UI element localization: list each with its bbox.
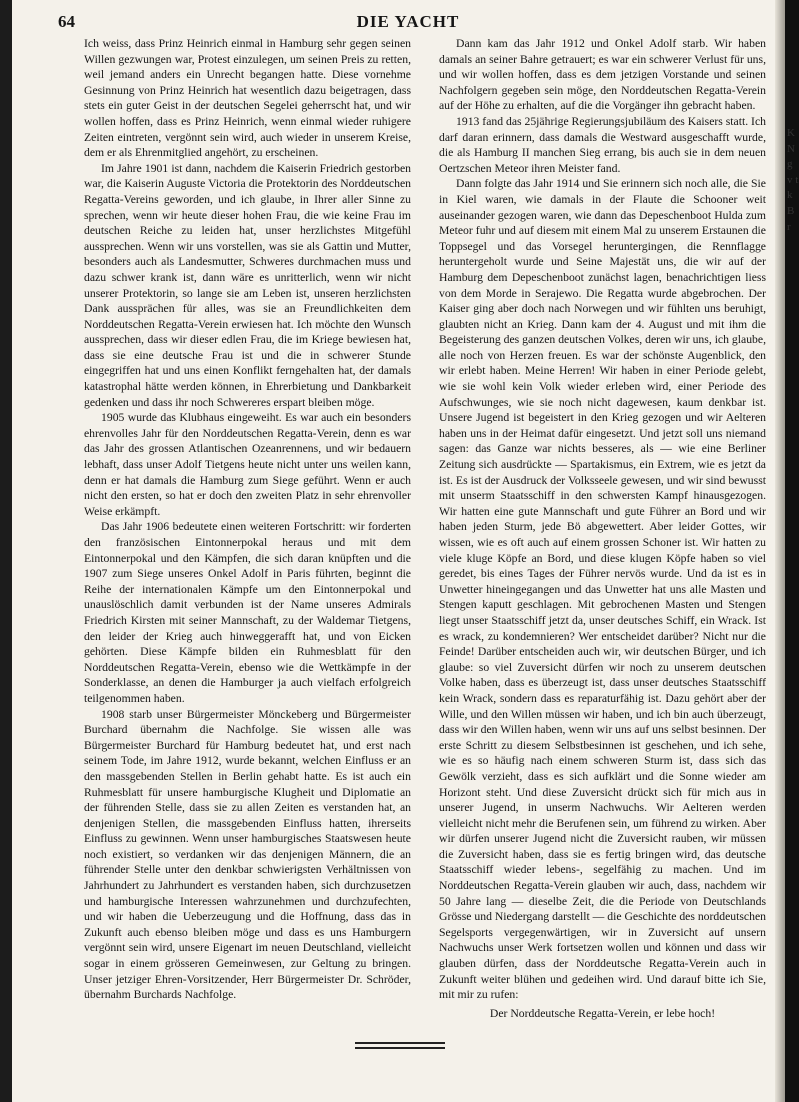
page-fold-shadow bbox=[775, 0, 785, 1102]
paragraph: Im Jahre 1901 ist dann, nachdem die Kaiserin Friedrich gestorben war, die Kaiserin Auguste Victoria die Protektorin des Norddeutschen Regatta-Vereins geworden, und ich glaube, in Ihrer aller Sinne zu sprechen, wenn wir heute dieser hohen Frau, die wie keine Frau im deutschen Reiche zu leiden hat, unser herzlichstes Mitgefühl aussprechen. Wenn wir uns vorstellen, was sie als Gattin und Mutter, besonders auch als Landesmutter, Schweres durchmachen muss und dazu schwer krank ist, dann wäre es unritterlich, wenn wir nicht unserer Protektorin, so lange sie am Leben ist, unseren herzlichsten Dank aussprächen für alles, was sie an Freundlichkeiten dem Norddeutschen Regatta-Verein erwiesen hat. Ich möchte den Wunsch aussprechen, dass wir dieser edlen Frau, die im Kriege bewiesen hat, dass sie eine deutsche Frau ist und die in schwerer Stunde eingegriffen hat und uns einen Konflikt ferngehalten hat, der damals katastrophal hätte werden können, in Ehrerbietung und Dankbarkeit gedenken und dass ihr noch Schwereres erspart bleiben möge. bbox=[84, 161, 411, 409]
page-header bbox=[58, 10, 758, 36]
end-rule bbox=[355, 1042, 445, 1052]
running-title: DIE YACHT bbox=[356, 12, 460, 31]
paragraph: Dann folgte das Jahr 1914 und Sie erinnern sich noch alle, die Sie in Kiel waren, wie damals in der Flaute die Schooner weit auseinander gezogen waren, wie dann das Depeschenboot Hulda zum Meteor fuhr und auf diesem mit einem Mal zu unserem Erstaunen die Toppsegel und das Vorsegel heruntergingen, die Rennflagge heruntergeholt wurde und Seine Majestät uns, die wir auf der Hamburg dem Depeschenboot zunächst lagen, benachrichtigen liess von dem Morde in Serajewo. Die Regatta wurde abgebrochen. Der Kaiser ging aber doch nach Norwegen und wir fühlten uns beruhigt, glaubten nicht an Krieg. Dann kam der 4. August und mit ihm die Begeisterung des ganzen deutschen Volkes, deren wir uns, ich glaube, alle noch von Herzen freuen. Es war der schönste Augenblick, den wir erlebt haben. Meine Herren! Wir haben in einer Periode gelebt, wie sie wohl kein Volk wieder erleben wird, einer Periode des Aufschwunges, wie sie noch nicht dagewesen, kaum denkbar ist. Unsere Jugend ist begeistert in den Krieg gezogen und wir Aelteren haben uns in der Heimat dafür eingesetzt. Und jetzt soll uns niemand sagen: das Ganze war nichts besseres, als — wie eine Berliner Zeitung sich ausdrückte — Spartakismus, ein Extrem, wie es jetzt da ist. Es ist der Ausdruck der Volksseele gewesen, und wir sind bewusst mit unserm Staatsschiff in den schwersten Kampf hinausgezogen. Wir hatten eine gute Mannschaft und gute Führer an Bord und wir haben jeden Sturm, jede Bö abgewettert. Aber leider Gottes, wir wissen, wie es oft auch auf einem grossen Schoner ist. Wir hatten zu viele kluge Köpfe an Bord, und diese klugen Köpfe haben so viel geredet, bis eines Tages der Führer nervös wurde. Und da ist es in Unwetter hineingegangen und das Unwetter hat uns alle Masten und Stengen kaputt geschlagen. Mit gebrochenen Masten und Stengen liegt unser Staatsschiff jetzt da, unser deutsches Schiff, ein Wrack. Ist es wrack, zu kondemnieren? Wer entscheidet darüber? Nicht nur die Feinde! Darüber entscheiden auch wir, wir deutschen Bürger, und ich glaube: so viel Zuversicht dürfen wir noch zu unserem deutschen Volke haben, dass es überzeugt ist, dass unser deutsches Staatsschiff kein Wrack, sondern dass es reparaturfähig ist. Dazu gehört aber der Wille, und den Willen müssen wir haben, und ich bin auch überzeugt, dass wir den Willen haben, wenn wir uns auf uns selbst besinnen. Der erste Schritt zu diesem Selbstbesinnen ist geschehen, und ich sehe, wie es so häufig nach einem schweren Sturm ist, dass sich das Gewölk verzieht, dass es sich aufklärt und die Sonne wieder am Horizont steht. Und diese Zuversicht drückt sich für mich aus in unserer Jugend, in unserm Nachwuchs. Wir Aelteren werden vielleicht nicht mehr die Berufenen sein, um führend zu wirken. Aber wir dürfen unserer Jugend nicht die Zuversicht rauben, wir müssen die Zuversicht haben, dass sie es fertig bringen wird, das deutsche Staatsschiff wieder lebens-, segelfähig zu machen. Und im Norddeutschen Regatta-Verein glauben wir auch, dass, nachdem wir 50 Jahre lang — dieselbe Zeit, die die Periode von Deutschlands Grösse und Niedergang darstellt — die Geschichte des norddeutschen Segelsports vergegenwärtigen, wir in Zuversicht auf unsern Nachwuchs unser Werk fortsetzen wollen und können und dass wir glauben dürfen, dass der Norddeutsche Regatta-Verein auch in Zukunft weiter blühen und gedeihen wird. Und darauf bitte ich Sie, mit mir zu rufen: bbox=[439, 177, 766, 1002]
paragraph: 1913 fand das 25jährige Regierungsjubiläum des Kaisers statt. Ich darf daran erinnern, dass damals die Westward ausgeschafft wurde, die als Hamburg II manchen Sieg errang, bis auch sie in dem neuen Oertzschen Meteor ihren Meister fand. bbox=[439, 114, 766, 175]
scan-edge-left bbox=[0, 0, 12, 1102]
text-column-right bbox=[439, 36, 766, 1021]
next-page-text-fragment: K N g v t k B r bbox=[787, 127, 799, 233]
paragraph: Das Jahr 1906 bedeutete einen weiteren Fortschritt: wir forderten den französischen Eintonnerpokal heraus und mit dem Eintonnerpokal und den Kämpfen, die sich daran knüpften und die 1907 zum Siege unseres Onkel Adolf in Paris führten, beginnt die Reihe der internationalen Kämpfe um den Eintonnerpokal und unauslöschlich damit verbunden ist der Name unseres Admirals Friedrich Kirsten mit seiner Mannschaft, zu der Waldemar Tietgens, den leider der Krieg auch hinweggerafft hat, und von Eicken gehörten. Diese Kämpfe bilden ein Ruhmesblatt für den Norddeutschen Regatta-Verein, ebenso wie die Wettkämpfe in der Sonderklasse, an denen die Hamburger ja auch vielfach erfolgreich teilgenommen haben. bbox=[84, 520, 411, 705]
paragraph: 1908 starb unser Bürgermeister Mönckeberg und Bürgermeister Burchard übernahm die Nachfolge. Sie wissen alle was Bürgermeister Burchard für Hamburg bedeutet hat, und erst nach seinem Tode, im Jahre 1912, wurde bekannt, welchen Einfluss er an den massgebenden Stellen in Berlin gehabt hatte. Es ist auch ein Ruhmesblatt für unsere hamburgische Klugheit und Diplomatie an der führenden Stelle, dass sie zu allen Zeiten es verstanden hat, an denjenigen Stellen, die massgebenden Einfluss hatten, ihrerseits Einfluss zu gewinnen. Wenn unser hamburgisches Staatswesen heute noch existiert, so verdanken wir das denjenigen Männern, die an führender Stelle unter den denkbar schwierigsten Verhältnissen von Jahrhundert zu Jahrhundert es verstanden haben, sich durchzusetzen und hamburgische Interessen wahrzunehmen und durchzufechten, und wir haben die Ueberzeugung und die Hoffnung, dass das in Zukunft auch ebenso bleiben möge und dass es uns Hamburgern vergönnt sein wird, unsere Eigenart im neuen Deutschland, vielleicht sogar in einem grösseren Gemeinwesen, zur Geltung zu bringen. Unser jetziger Ehren-Vorsitzender, Herr Bürgermeister Dr. Schröder, übernahm Burchards Nachfolge. bbox=[84, 707, 411, 1002]
text-column-left bbox=[84, 36, 411, 1003]
closing-line: Der Norddeutsche Regatta-Verein, er lebe hoch! bbox=[489, 1006, 716, 1020]
end-rule-line bbox=[355, 1047, 445, 1049]
end-rule-line bbox=[355, 1042, 445, 1044]
page-number: 64 bbox=[58, 12, 75, 31]
paragraph: Ich weiss, dass Prinz Heinrich einmal in Hamburg sehr gegen seinen Willen gezwungen war, Protest einzulegen, um seinen Preis zu retten, weil jemand anders ein Unrecht begangen hatte. Diese vornehme Gesinnung von Prinz Heinrich hat wesentlich dazu beigetragen, dass stets ein guter Geist in der deutschen Segelei geherrscht hat, und wir wollen hoffen, dass es Prinz Heinrich, wenn einmal wieder ruhigere Zeiten eintreten, vergönnt sein wird, auch wieder in unserem Kreise, dem er als Ehrenmitglied angehört, zu erscheinen. bbox=[84, 37, 411, 160]
paragraph: 1905 wurde das Klubhaus eingeweiht. Es war auch ein besonders ehrenvolles Jahr für den Norddeutschen Regatta-Verein, denn es war das Jahr des grossen Atlantischen Ozeanrennens, und wir bedauern lebhaft, dass unser Adolf Tietgens heute nicht unter uns weilen kann, denn er hat damals die Hamburg zum Siege geführt. Wenn er auch nicht den ersten, so hat er doch den zweiten Platz in sehr ehrenvoller Weise erkämpft. bbox=[84, 411, 411, 518]
paragraph: Dann kam das Jahr 1912 und Onkel Adolf starb. Wir haben damals an seiner Bahre getrauert; es war ein schwerer Verlust für uns, und wir wollen hoffen, dass es dem jetzigen Vorstande und seinen Nachfolgern gegeben sein möge, den Norddeutschen Regatta-Verein auf der Höhe zu erhalten, auf die die Vorgänger ihn gebracht haben. bbox=[439, 37, 766, 113]
